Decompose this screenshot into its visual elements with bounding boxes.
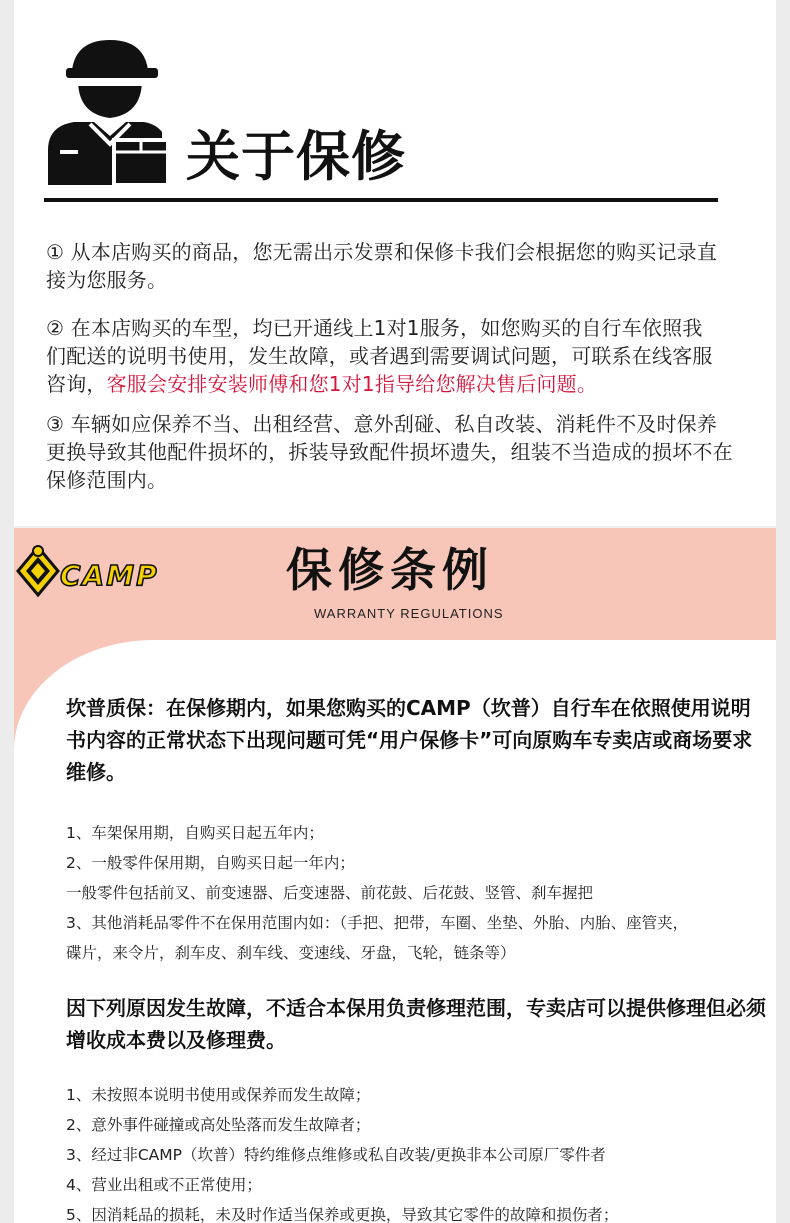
list-item: 5、因消耗品的损耗，未及时作适当保养或更换，导致其它零件的故障和损伤者； xyxy=(66,1206,619,1223)
exclusions-list xyxy=(66,1080,776,1223)
about-p2-line1: ② 在本店购买的车型，均已开通线上1对1服务，如您购买的自行车依照我 xyxy=(46,316,703,340)
camp-logo-icon xyxy=(16,545,206,603)
about-paragraph-1: ① 从本店购买的商品，您无需出示发票和保修卡我们会根据您的购买记录直接为您服务。 xyxy=(46,240,718,292)
warranty-intro: 坎普质保：在保修期内，如果您购买的CAMP（坎普）自行车在依照使用说明书内容的正常状态下出现问题可凭“用户保修卡”可向原购车专卖店或商场要求维修。 xyxy=(66,696,753,784)
list-item: 4、营业出租或不正常使用； xyxy=(66,1176,262,1194)
about-p2-highlight: 客服会安排安装师傅和您1对1指导给您解决售后问题。 xyxy=(106,372,598,396)
list-item: 2、意外事件碰撞或高处坠落而发生故障者； xyxy=(66,1116,371,1134)
list-item: 1、未按照本说明书使用或保养而发生故障； xyxy=(66,1086,371,1104)
list-item: 1、车架保用期，自购买日起五年内； xyxy=(66,824,324,842)
warranty-items-list xyxy=(66,818,776,968)
list-item: 2、一般零件保用期，自购买日起一年内； xyxy=(66,854,355,872)
title-divider xyxy=(44,198,718,202)
about-paragraph-3: ③ 车辆如应保养不当、出租经营、意外刮碰、私自改装、消耗件不及时保养更换导致其他配件损坏的，拆装导致配件损坏遗失，组装不当造成的损坏不在保修范围内。 xyxy=(46,412,733,492)
regulations-title: 保修条例 xyxy=(286,543,494,597)
about-title: 关于保修 xyxy=(186,125,406,188)
list-item: 一般零件包括前叉、前变速器、后变速器、前花鼓、后花鼓、竖管、刹车握把 xyxy=(66,884,594,902)
about-paragraph-2 xyxy=(46,314,736,398)
about-p2-line2: 们配送的说明书使用，发生故障，或者遇到需要调试问题，可联系在线客服 xyxy=(46,344,713,368)
list-item: 3、经过非CAMP（坎普）特约维修点维修或私自改装/更换非本公司原厂零件者 xyxy=(66,1146,606,1164)
about-p2-line3: 咨询， xyxy=(46,372,107,396)
list-item: 3、其他消耗品零件不在保用范围内如：（手把、把带，车圈、坐垫、外胎、内胎、座管夹， xyxy=(66,914,689,932)
regulations-subtitle: WARRANTY REGULATIONS xyxy=(314,606,504,621)
page-edge-left xyxy=(0,0,14,1223)
exclusion-intro: 因下列原因发生故障，不适合本保用负责修理范围，专卖店可以提供修理但必须增收成本费以及修理费。 xyxy=(66,996,766,1052)
camp-wordmark: CAMP xyxy=(60,559,159,592)
camp-logo xyxy=(16,545,206,603)
page-edge-right xyxy=(776,0,790,1223)
list-item: 碟片，来令片，刹车皮、刹车线、变速线、牙盘，飞轮，链条等） xyxy=(66,944,516,962)
service-person-icon xyxy=(44,40,174,185)
